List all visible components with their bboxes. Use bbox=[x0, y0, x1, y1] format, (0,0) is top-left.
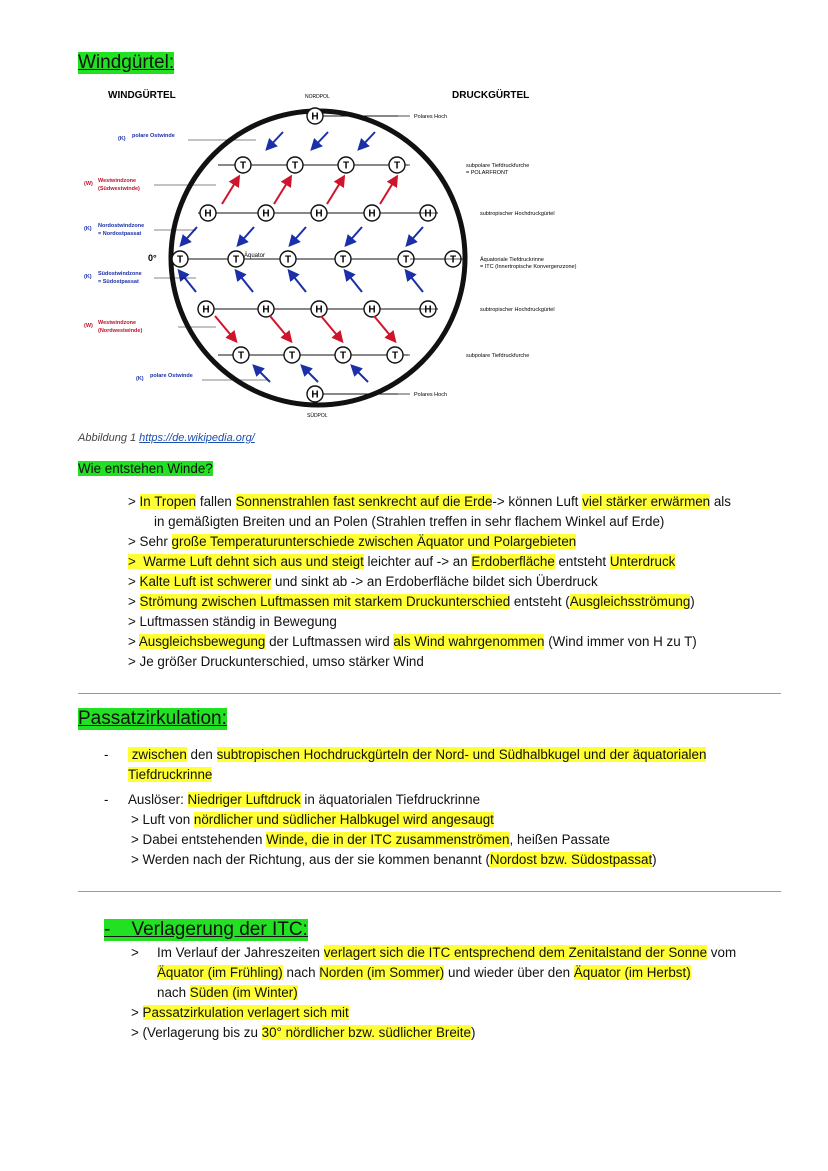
winde-line bbox=[128, 654, 424, 670]
highlighted-text: In Tropen bbox=[139, 494, 197, 509]
high-pressure-letter: H bbox=[315, 304, 323, 316]
text-segment: , heißen Passate bbox=[509, 832, 610, 847]
right-label-text: subtropischer Hochdruckgürtel bbox=[480, 211, 555, 217]
text-segment: vom bbox=[707, 945, 737, 960]
right-label-text: subpolare Tiefdruckfurche bbox=[466, 353, 530, 359]
winde-line bbox=[128, 534, 576, 550]
low-pressure-letter: T bbox=[402, 254, 410, 266]
highlighted-text: Tiefdruckrinne bbox=[128, 767, 213, 782]
left-label-text: Westwindzone bbox=[98, 178, 137, 184]
text-segment: > Sehr bbox=[128, 534, 172, 549]
text-segment: -> können Luft bbox=[492, 494, 583, 509]
text-segment: fallen bbox=[196, 494, 236, 509]
wind-arrow-blue bbox=[290, 272, 306, 292]
right-label-text: subpolare Tiefdruckfurche bbox=[466, 163, 530, 169]
passat-line bbox=[104, 747, 108, 763]
heading-verlagerung-itc bbox=[104, 919, 308, 941]
highlighted-text: Süden (im Winter) bbox=[189, 985, 298, 1000]
low-pressure-letter: T bbox=[393, 160, 401, 172]
right-label-text: Polares Hoch bbox=[414, 114, 448, 120]
winde-line bbox=[128, 574, 598, 590]
low-pressure-letter: T bbox=[284, 254, 292, 266]
wind-arrow-red bbox=[270, 316, 290, 340]
highlighted-text: Kalte Luft ist schwerer bbox=[139, 574, 272, 589]
left-label-text: polare Ostwinde bbox=[132, 133, 175, 139]
highlighted-text: Niedriger Luftdruck bbox=[187, 792, 301, 807]
high-pressure-letter: H bbox=[424, 304, 432, 316]
passat-line bbox=[128, 792, 480, 808]
winde-line bbox=[128, 634, 697, 650]
high-pressure-letter: H bbox=[368, 208, 376, 220]
passat-line bbox=[131, 812, 494, 828]
wind-arrow-blue bbox=[180, 272, 196, 292]
low-pressure-letter: T bbox=[339, 254, 347, 266]
highlighted-text: Ausgleichsströmung bbox=[569, 594, 691, 609]
right-label-text: Äquatoriale Tiefdruckrinne bbox=[480, 257, 544, 263]
itc-line bbox=[157, 945, 736, 961]
wind-arrow-blue bbox=[303, 367, 318, 382]
heading-windguertel: Windgürtel: bbox=[78, 52, 175, 73]
high-pressure-letter: H bbox=[311, 389, 319, 401]
wind-arrow-red bbox=[327, 178, 343, 204]
text-segment: (Wind immer von H zu T) bbox=[544, 634, 697, 649]
highlighted-text: als Wind wahrgenommen bbox=[393, 634, 545, 649]
low-pressure-letter: T bbox=[232, 254, 240, 266]
wind-arrow-red bbox=[222, 178, 238, 204]
high-pressure-letter: H bbox=[424, 208, 432, 220]
high-pressure-letter: H bbox=[262, 208, 270, 220]
wind-arrow-red bbox=[380, 178, 396, 204]
right-label-text: Polares Hoch bbox=[414, 392, 448, 398]
text-segment: der Luftmassen wird bbox=[265, 634, 394, 649]
wind-arrow-blue bbox=[407, 272, 423, 292]
wind-arrow-blue bbox=[182, 227, 197, 244]
text-segment: > Je größer Druckunterschied, umso stärker Wind bbox=[128, 654, 424, 669]
wind-arrow-blue bbox=[268, 132, 283, 148]
nordpol-label: NORDPOL bbox=[305, 94, 330, 100]
highlighted-text: Äquator (im Frühling) bbox=[157, 965, 283, 980]
left-label-text2: (Südwestwinde) bbox=[98, 186, 140, 192]
text-segment: nach bbox=[157, 985, 190, 1000]
text-segment: in gemäßigten Breiten und an Polen (Strahlen treffen in sehr flachem Winkel auf Erde) bbox=[154, 514, 665, 529]
heading-wie-entstehen-winde: Wie entstehen Winde? bbox=[78, 461, 213, 476]
highlighted-text: Strömung zwischen Luftmassen mit starkem Druckunterschied bbox=[139, 594, 511, 609]
passat-line bbox=[131, 852, 657, 868]
highlighted-text: Nordost bzw. Südostpassat bbox=[489, 852, 653, 867]
highlighted-text: Unterdruck bbox=[609, 554, 676, 569]
itc-line bbox=[157, 985, 298, 1001]
heading-passatzirkulation: Passatzirkulation: bbox=[78, 708, 227, 729]
wind-arrow-blue bbox=[291, 227, 306, 244]
winde-line bbox=[128, 594, 695, 610]
wind-arrow-blue bbox=[408, 227, 423, 244]
text-segment: > Werden nach der Richtung, aus der sie kommen benannt ( bbox=[131, 852, 490, 867]
text-segment: entsteht ( bbox=[510, 594, 570, 609]
text-segment: und wieder über den bbox=[444, 965, 574, 980]
highlighted-text: Norden (im Sommer) bbox=[319, 965, 445, 980]
left-label-text2: = Südostpassat bbox=[98, 279, 139, 285]
low-pressure-letter: T bbox=[342, 160, 350, 172]
divider-2 bbox=[78, 891, 781, 892]
wind-arrow-blue bbox=[239, 227, 254, 244]
wind-arrow-red bbox=[215, 316, 235, 340]
text-segment: > bbox=[131, 1005, 143, 1020]
highlighted-text: viel stärker erwärmen bbox=[582, 494, 711, 509]
text-segment: Im Verlauf der Jahreszeiten bbox=[157, 945, 324, 960]
highlighted-text: verlagert sich die ITC entsprechend dem Zenitalstand der Sonne bbox=[323, 945, 708, 960]
diagram-title-left: WINDGÜRTEL bbox=[108, 90, 176, 101]
low-pressure-letter: T bbox=[449, 254, 457, 266]
text-segment: in äquatorialen Tiefdruckrinne bbox=[300, 792, 481, 807]
caption-link[interactable]: https://de.wikipedia.org/ bbox=[139, 432, 255, 444]
heading-itc-text: Verlagerung der ITC: bbox=[131, 919, 308, 940]
highlighted-text: Sonnenstrahlen fast senkrecht auf die Erde bbox=[235, 494, 493, 509]
left-label-text2: (Nordwestwinde) bbox=[98, 328, 143, 334]
itc-line bbox=[131, 1005, 349, 1021]
winde-line bbox=[154, 514, 664, 530]
right-label-text2: = POLARFRONT bbox=[466, 170, 509, 176]
itc-line bbox=[131, 1025, 475, 1041]
high-pressure-letter: H bbox=[202, 304, 210, 316]
text-segment: ) bbox=[470, 1025, 476, 1040]
text-segment: > Luftmassen ständig in Bewegung bbox=[128, 614, 337, 629]
highlighted-text: Passatzirkulation verlagert sich mit bbox=[142, 1005, 349, 1020]
wind-arrow-blue bbox=[313, 132, 328, 148]
wind-arrow-blue bbox=[347, 227, 362, 244]
itc-line bbox=[131, 945, 139, 961]
highlighted-text: Ausgleichsbewegung bbox=[138, 634, 266, 649]
highlighted-text: Winde, die in der ITC zusammenströmen bbox=[266, 832, 510, 847]
text-segment: > bbox=[131, 945, 139, 960]
low-pressure-letter: T bbox=[237, 350, 245, 362]
low-pressure-letter: T bbox=[176, 254, 184, 266]
high-pressure-letter: H bbox=[315, 208, 323, 220]
high-pressure-letter: H bbox=[368, 304, 376, 316]
heading-itc-dash: - bbox=[104, 919, 111, 940]
high-pressure-letter: H bbox=[204, 208, 212, 220]
low-pressure-letter: T bbox=[291, 160, 299, 172]
wind-arrow-blue bbox=[353, 367, 368, 382]
text-segment: > (Verlagerung bis zu bbox=[131, 1025, 262, 1040]
left-label-text: polare Ostwinde bbox=[150, 373, 193, 379]
right-label-text: subtropischer Hochdruckgürtel bbox=[480, 307, 555, 313]
highlighted-text: nördlicher und südlicher Halbkugel wird angesaugt bbox=[193, 812, 494, 827]
left-label-prefix: (W) bbox=[84, 323, 93, 329]
text-segment: entsteht bbox=[554, 554, 610, 569]
text-segment: > bbox=[128, 494, 140, 509]
divider-1 bbox=[78, 693, 781, 694]
suedpol-label: SÜDPOL bbox=[307, 413, 328, 419]
text-segment: ) bbox=[690, 594, 695, 609]
diagram-title-right: DRUCKGÜRTEL bbox=[452, 90, 530, 101]
wind-arrow-red bbox=[321, 316, 341, 340]
passat-line bbox=[104, 792, 108, 808]
text-segment: - bbox=[104, 792, 109, 807]
left-label-prefix: (K) bbox=[118, 136, 126, 142]
highlighted-text: große Temperaturunterschiede zwischen Äquator und Polargebieten bbox=[171, 534, 577, 549]
high-pressure-letter: H bbox=[311, 111, 319, 123]
left-label-prefix: (W) bbox=[84, 181, 93, 187]
low-pressure-letter: T bbox=[239, 160, 247, 172]
left-label-text2: = Nordostpassat bbox=[98, 231, 142, 237]
highlighted-text: 30° nördlicher bzw. südlicher Breite bbox=[261, 1025, 471, 1040]
left-label-text: Südostwindzone bbox=[98, 271, 142, 277]
high-pressure-letter: H bbox=[262, 304, 270, 316]
text-segment: > bbox=[128, 634, 139, 649]
text-segment: nach bbox=[282, 965, 320, 980]
text-segment: und sinkt ab -> an Erdoberfläche bildet sich Überdruck bbox=[271, 574, 598, 589]
left-label-prefix: (K) bbox=[84, 226, 92, 232]
left-label-text: Nordostwindzone bbox=[98, 223, 145, 229]
passat-line bbox=[128, 747, 706, 763]
text-segment: leichter auf -> an bbox=[363, 554, 472, 569]
winde-line bbox=[128, 554, 675, 570]
highlighted-text: > Warme Luft dehnt sich aus und steigt bbox=[128, 554, 364, 569]
low-pressure-letter: T bbox=[391, 350, 399, 362]
text-segment: > Dabei entstehenden bbox=[131, 832, 267, 847]
text-segment: - bbox=[104, 747, 109, 762]
winde-line bbox=[128, 614, 337, 630]
wind-arrow-blue bbox=[360, 132, 375, 148]
highlighted-text: Äquator (im Herbst) bbox=[573, 965, 691, 980]
text-segment: ) bbox=[652, 852, 657, 867]
left-label-text: Westwindzone bbox=[98, 320, 137, 326]
highlighted-text: subtropischen Hochdruckgürteln der Nord- und Südhalbkugel und der äquatorialen bbox=[216, 747, 707, 762]
wind-arrow-blue bbox=[237, 272, 253, 292]
figure-caption bbox=[78, 432, 255, 444]
zero-degree-label: 0° bbox=[148, 253, 157, 263]
wind-arrow-blue bbox=[346, 272, 362, 292]
passat-line bbox=[131, 832, 610, 848]
itc-line bbox=[157, 965, 691, 981]
highlighted-text: Erdoberfläche bbox=[471, 554, 555, 569]
left-label-prefix: (K) bbox=[136, 376, 144, 382]
text-segment: als bbox=[710, 494, 731, 509]
wind-arrow-red bbox=[274, 178, 290, 204]
text-segment: den bbox=[186, 747, 217, 762]
low-pressure-letter: T bbox=[339, 350, 347, 362]
left-label-prefix: (K) bbox=[84, 274, 92, 280]
caption-prefix: Abbildung 1 bbox=[78, 432, 140, 444]
wind-arrow-red bbox=[374, 316, 394, 340]
passat-line bbox=[128, 767, 212, 783]
text-segment: > bbox=[128, 594, 140, 609]
highlighted-text: zwischen bbox=[128, 747, 187, 762]
globe-outline bbox=[171, 111, 465, 405]
low-pressure-letter: T bbox=[288, 350, 296, 362]
text-segment: > Luft von bbox=[131, 812, 194, 827]
text-segment: Auslöser: bbox=[128, 792, 188, 807]
aequator-label: Äquator bbox=[244, 253, 266, 259]
text-segment: > bbox=[128, 574, 140, 589]
right-label-text2: = ITC (Innertropische Konvergenzzone) bbox=[480, 264, 577, 270]
winde-line bbox=[128, 494, 731, 510]
wind-belt-diagram bbox=[78, 82, 638, 422]
